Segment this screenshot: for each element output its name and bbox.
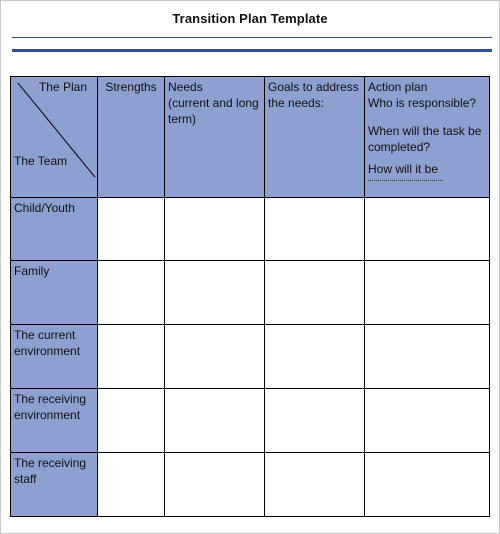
row-label-current-environment	[11, 325, 98, 389]
row-label-line1: The current	[14, 328, 76, 342]
table-cell[interactable]	[265, 261, 365, 325]
table-cell[interactable]	[98, 389, 165, 453]
table-cell[interactable]	[265, 453, 365, 516]
row-label-line1: The receiving	[14, 392, 87, 406]
plan-label: The Plan	[38, 80, 87, 94]
header-action-line4: completed?	[368, 140, 431, 154]
header-action-gap	[368, 111, 486, 123]
table-cell[interactable]	[98, 325, 165, 389]
table-cell[interactable]	[98, 198, 165, 261]
header-strengths	[98, 77, 165, 198]
table-cell[interactable]	[165, 261, 265, 325]
row-label-line2: staff	[14, 472, 37, 486]
row-label-line1: Family	[14, 264, 50, 278]
table-cell[interactable]	[98, 261, 165, 325]
document-title: Transition Plan Template	[172, 11, 328, 26]
table-cell[interactable]	[365, 389, 489, 453]
table-cell[interactable]	[365, 453, 489, 516]
header-needs-line1: Needs	[168, 80, 203, 94]
header-action-line3: When will the task be	[368, 124, 482, 138]
row-label-child-youth	[11, 198, 98, 261]
header-needs-line3: term)	[168, 112, 196, 126]
header-action-line2: Who is responsible?	[368, 96, 477, 110]
row-label-receiving-environment	[11, 389, 98, 453]
header-needs-line2: (current and long	[168, 96, 259, 110]
row-label-family	[11, 261, 98, 325]
row-label-line1: Child/Youth	[14, 201, 75, 215]
header-goals-line2: the needs:	[268, 96, 325, 110]
table-cell[interactable]	[98, 453, 165, 516]
table-cell[interactable]	[165, 453, 265, 516]
row-label-line2: environment	[14, 408, 81, 422]
table-cell[interactable]	[165, 198, 265, 261]
table-cell[interactable]	[165, 389, 265, 453]
team-label: The Team	[14, 154, 68, 168]
table-cell[interactable]	[365, 325, 489, 389]
corner-header-cell	[11, 77, 98, 198]
header-needs	[165, 77, 265, 198]
table-cell[interactable]	[265, 198, 365, 261]
row-label-receiving-staff	[11, 453, 98, 516]
header-goals	[265, 77, 365, 198]
table-cell[interactable]	[365, 198, 489, 261]
table-cell[interactable]	[265, 389, 365, 453]
row-label-line1: The receiving	[14, 456, 87, 470]
table-cell[interactable]	[165, 325, 265, 389]
table-cell[interactable]	[265, 325, 365, 389]
title-rule-thin	[12, 37, 492, 38]
header-goals-line1: Goals to address	[268, 80, 359, 94]
header-action-dotted	[368, 177, 443, 181]
header-action-plan	[365, 77, 489, 198]
header-action-line1: Action plan	[368, 80, 428, 94]
title-rule-thick	[12, 49, 492, 52]
row-label-line2: environment	[14, 344, 81, 358]
transition-plan-table	[10, 76, 490, 517]
header-strengths-label: Strengths	[105, 80, 157, 94]
diagonal-divider	[11, 77, 97, 197]
table-cell[interactable]	[365, 261, 489, 325]
header-action-line5: How will it be	[368, 162, 439, 176]
